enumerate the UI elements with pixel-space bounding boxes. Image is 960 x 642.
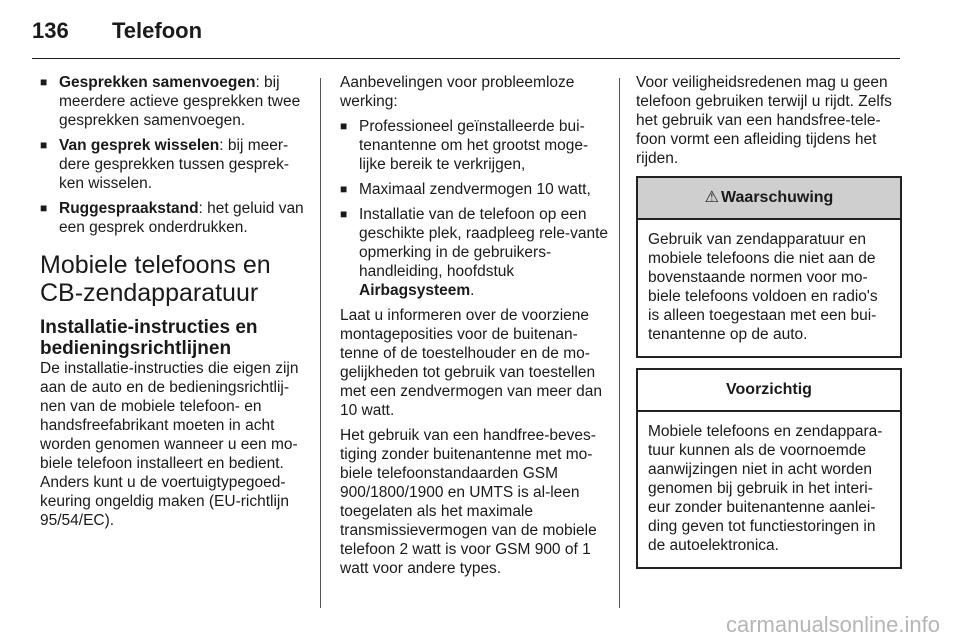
bullet-text: Maximaal zendvermogen 10 watt, xyxy=(359,181,591,198)
bullet-mark: ■ xyxy=(340,182,348,196)
list-item xyxy=(40,73,308,130)
caution-title: Voorzichtig xyxy=(638,370,900,412)
warning-title: Waarschuwing xyxy=(721,189,834,206)
bullet-text: : het geluid van een gesprek onderdrukken. xyxy=(59,200,304,236)
page-number: 136 xyxy=(32,18,69,43)
warning-text: Gebruik van zendapparatuur en mobiele telefoons die niet aan de bovenstaande normen voor mo-biele telefoons voldoen en radio's is alleen toegestaan met een bui-tenantenne op de auto. xyxy=(648,231,878,343)
bullet-text: Installatie van de telefoon op een geschikte plek, raadpleeg rele-vante opmerking in de gebruikers-handleiding, hoofdstuk xyxy=(359,206,609,280)
column-divider-2 xyxy=(619,78,620,608)
bullet-mark: ■ xyxy=(40,75,48,89)
column-right xyxy=(636,73,902,569)
list-item xyxy=(340,117,608,174)
bullet-term: Ruggespraakstand xyxy=(59,200,199,217)
body-paragraph: De installatie-instructies die eigen zijn aan de auto en de bedieningsrichtlij-nen van de mobiele telefoon- en handsfreefabrikant moeten in acht worden genomen wanneer u een mo-biele telefoon installeert en bedient. Anders kunt u de voertuigtypegoed-keuring ongeldig maken (EU-richtlijn 95/54/EC). xyxy=(40,360,299,529)
bullet-text: : bij meer-dere gesprekken tussen gesprek-ken wisselen. xyxy=(59,137,290,192)
body-paragraph: Het gebruik van een handfree-beves-tiging zonder buitenantenne met mo-biele telefoonstandaarden GSM 900/1800/1900 en UMTS is al-leen toegelaten als het maximale transmissievermogen van de mobiele telefoon 2 watt is voor GSM 900 of 1 watt voor andere types. xyxy=(340,427,597,577)
column-divider-1 xyxy=(320,78,321,608)
bullet-mark: ■ xyxy=(340,207,348,221)
bullet-term: Gesprekken samenvoegen xyxy=(59,74,256,91)
watermark: carmanualsonline.info xyxy=(725,612,940,637)
chapter-reference: Airbagsysteem xyxy=(359,282,471,299)
caution-text: Mobiele telefoons en zendappara-tuur kunnen als de voornoemde aanwijzingen niet in acht worden genomen bij gebruik in het interi-eur zonder buitenantenne aanlei-ding geven tot functiestoringen in de autoelektronica. xyxy=(648,423,883,554)
header-rule xyxy=(32,58,900,59)
body-paragraph: Voor veiligheidsredenen mag u geen telefoon gebruiken terwijl u rijdt. Zelfs het gebruik van een handsfree-tele-foon vormt een afleiding tijdens het rijden. xyxy=(636,74,892,167)
list-item xyxy=(40,199,308,237)
bullet-term: Van gesprek wisselen xyxy=(59,137,220,154)
list-item xyxy=(340,205,608,300)
list-item xyxy=(40,136,308,193)
bullet-mark: ■ xyxy=(40,138,48,152)
caution-box xyxy=(636,368,902,569)
intro-paragraph: Aanbevelingen voor probleemloze werking: xyxy=(340,74,575,110)
bullet-mark: ■ xyxy=(340,119,348,133)
warning-title-bar xyxy=(638,178,900,220)
bullet-end: . xyxy=(470,282,475,299)
column-middle xyxy=(340,73,608,584)
body-paragraph: Laat u informeren over de voorziene montageposities voor de buitenan-tenne of de toestelhouder en de mo-gelijkheden tot gebruik van toestellen met een zendvermogen van meer dan 10 watt. xyxy=(340,307,602,419)
warning-icon: ⚠ xyxy=(704,189,720,206)
subsection-heading: Installatie-instructies en bedieningsrichtlijnen xyxy=(40,317,258,359)
section-heading: Mobiele telefoons en CB-zendapparatuur xyxy=(40,251,271,307)
bullet-text: : bij meerdere actieve gesprekken twee gesprekken samenvoegen. xyxy=(59,74,301,129)
warning-box xyxy=(636,176,902,358)
bullet-text: Professioneel geïnstalleerde bui-tenantenne om het grootst moge-lijke bereik te verkrijgen, xyxy=(359,118,589,173)
bullet-mark: ■ xyxy=(40,201,48,215)
list-item xyxy=(340,180,608,199)
section-title: Telefoon xyxy=(112,18,203,43)
column-left xyxy=(40,73,308,536)
